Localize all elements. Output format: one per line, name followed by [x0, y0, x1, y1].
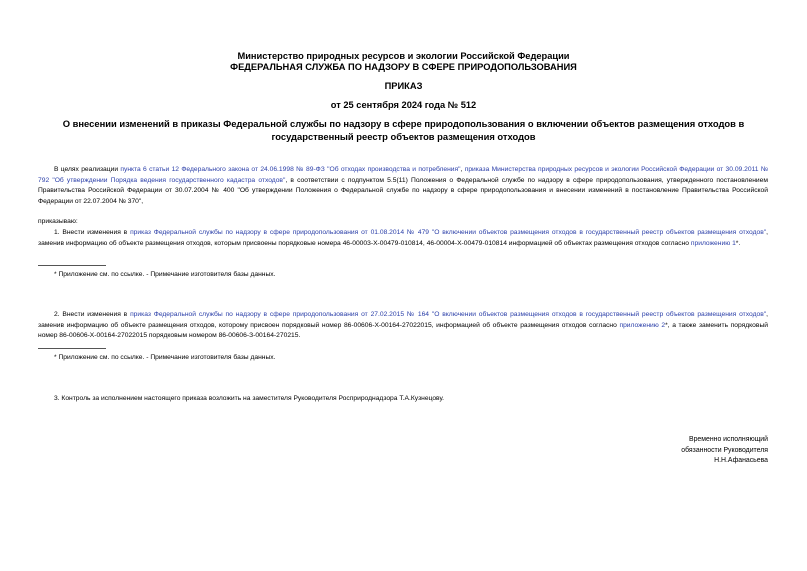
signature-name: Н.Н.Афанасьева: [714, 457, 768, 464]
footnote-divider: [38, 265, 106, 266]
item-1-text: *.: [735, 239, 741, 247]
document-title: О внесении изменений в приказы Федеральной службы по надзору в сфере природопользования о включении объектов размещения отходов в государственный реестр объектов размещения отходов: [62, 118, 745, 142]
item-2-text: *, а также заменить порядковый номер 86-00606-Х-00164-27022015 порядковым номером 86-00606-З-00164-270215.: [38, 321, 768, 340]
document-date-number: от 25 сентября 2024 года № 512: [330, 100, 477, 110]
signature-line-1: Временно исполняющий: [689, 436, 768, 443]
item-3-paragraph: 3. Контроль за исполнением настоящего приказа возложить на заместителя Руководителя Росприроднадзора Т.А.Кузнецову.: [54, 395, 444, 402]
footnote-2: * Приложение см. по ссылке. - Примечание изготовителя базы данных.: [54, 354, 276, 361]
item-1-paragraph: [38, 228, 768, 249]
preamble-text: ,: [460, 166, 465, 173]
signature-line-2: обязанности Руководителя: [681, 446, 768, 454]
item-2-text: 2. Внести изменения в: [54, 311, 131, 318]
appendix-1-link[interactable]: приложению 1: [690, 239, 736, 247]
footnote-1: * Приложение см. по ссылке. - Примечание изготовителя базы данных.: [54, 271, 276, 278]
law-link[interactable]: пункта 6 статьи 12 Федерального закона от 24.06.1998 № 89-ФЗ "Об отходах производства и потребления": [120, 166, 461, 173]
preamble-text: , в соответствии с подпунктом 5.5(11) Положения о Федеральной службе по надзору в сфере природопользования, утвержденного постановлением Правительства Российской Федерации от 30.07.2004 № 400 "Об утверждении Положения о Федеральной службе по надзору в сфере природопользования и внесении изменений в постановление Правительства Российской Федерации от 22.07.2004 № 370",: [38, 176, 768, 205]
order-word: приказываю:: [38, 218, 78, 225]
order-479-link[interactable]: приказ Федеральной службы по надзору в сфере природопользования от 01.08.2014 № 479 "О включении объектов размещения отходов в государственный реестр объектов размещения отходов": [130, 229, 767, 236]
service-name: ФЕДЕРАЛЬНАЯ СЛУЖБА ПО НАДЗОРУ В СФЕРЕ ПРИРОДОПОЛЬЗОВАНИЯ: [230, 62, 577, 72]
item-2-text: , заменив информацию об объекте размещения отходов, которому присвоен порядковый номер 86-00606-Х-00164-27022015, информацией об объекте размещения отходов согласно: [38, 311, 768, 329]
appendix-2-link[interactable]: приложению 2: [619, 321, 666, 329]
signature-block: [628, 435, 768, 467]
preamble-paragraph: [38, 165, 768, 207]
footnote-divider: [38, 348, 106, 349]
ministry-name: Министерство природных ресурсов и экологии Российской Федерации: [237, 51, 570, 61]
order-164-link[interactable]: приказ Федеральной службы по надзору в сфере природопользования от 27.02.2015 № 164 "О включении объектов размещения отходов в государственный реестр объектов размещения отходов": [130, 311, 767, 318]
document-type: ПРИКАЗ: [384, 81, 423, 91]
item-1-text: , заменив информацию об объекте размещения отходов, которым присвоены порядковые номера 46-00003-Х-00479-010814, 46-00004-Х-00479-010814 информацией об объектах размещения отходов согласно: [38, 229, 768, 247]
preamble-text: В целях реализации: [54, 166, 121, 173]
item-1-text: 1. Внести изменения в: [54, 229, 131, 236]
ministry-order-link[interactable]: приказа Министерства природных ресурсов и экологии Российской Федерации от 30.09.2011 № 792 "Об утверждении Порядка ведения государственного кадастра отходов": [38, 166, 768, 184]
item-2-paragraph: [38, 310, 768, 342]
